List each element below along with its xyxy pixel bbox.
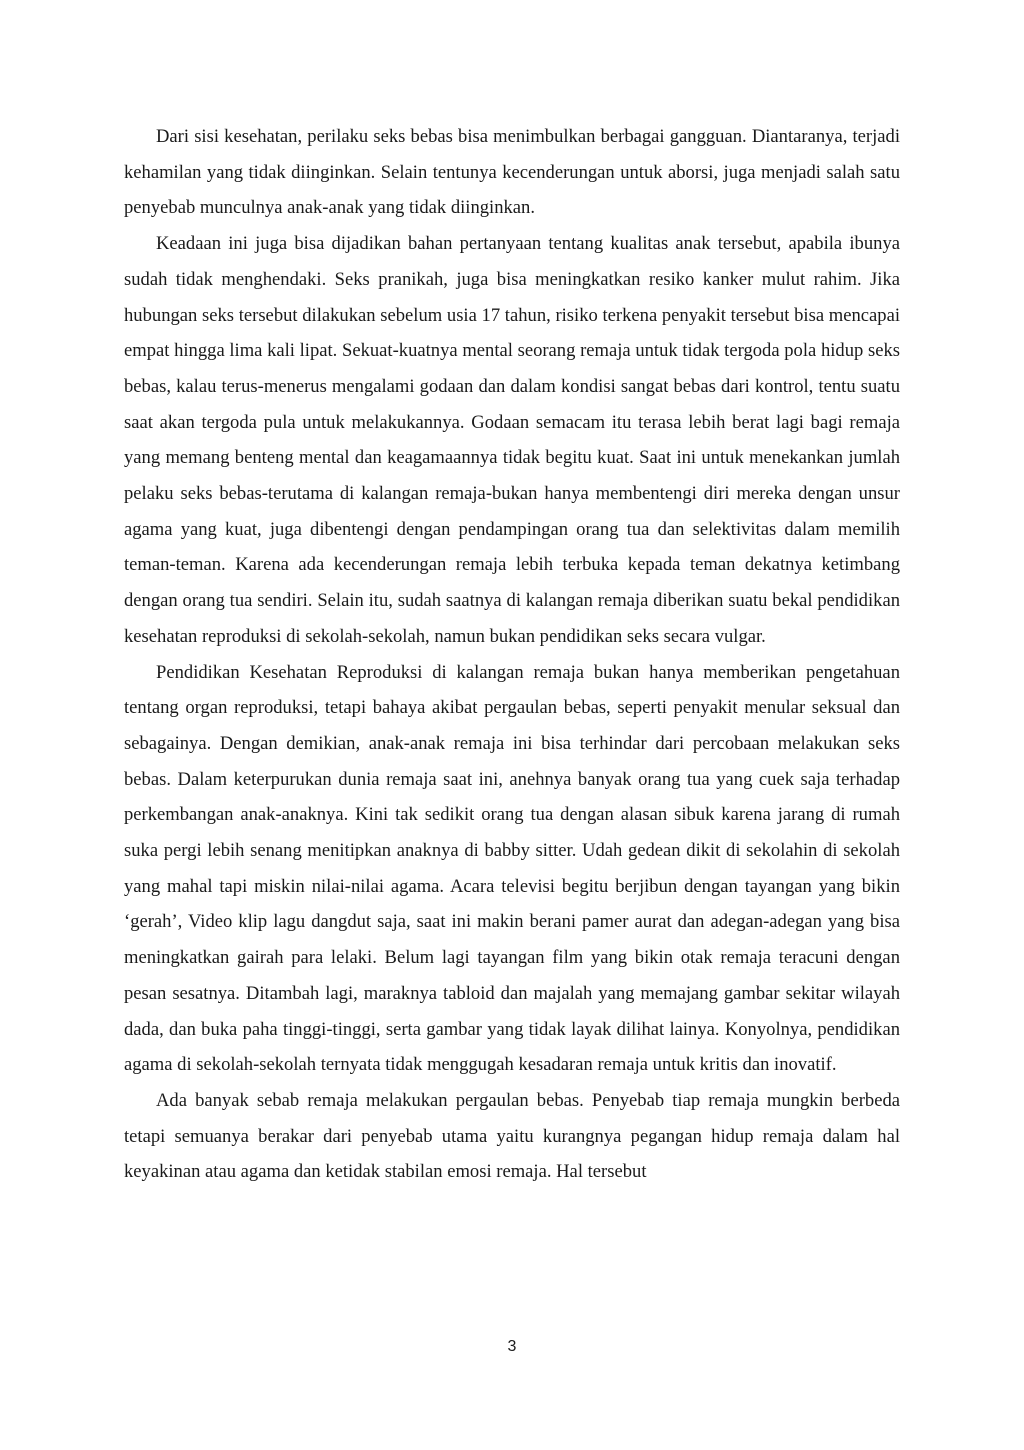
paragraph-4: Ada banyak sebab remaja melakukan pergaulan bebas. Penyebab tiap remaja mungkin berbeda tetapi semuanya berakar dari penyebab utama yaitu kurangnya pegangan hidup remaja dalam hal keyakinan atau agama dan ketidak stabilan emosi remaja. Hal tersebut (124, 1089, 900, 1183)
paragraph-3: Pendidikan Kesehatan Reproduksi di kalangan remaja bukan hanya memberikan pengetahuan tentang organ reproduksi, tetapi bahaya akibat pergaulan bebas, seperti penyakit menular seksual dan sebagainya. Dengan demikian, anak-anak remaja ini bisa terhindar dari percobaan melakukan seks bebas. Dalam keterpurukan dunia remaja saat ini, anehnya banyak orang tua yang cuek saja terhadap perkembangan anak-anaknya. Kini tak sedikit orang tua dengan alasan sibuk karena jarang di rumah suka pergi lebih senang menitipkan anaknya di babby sitter. Udah gedean dikit di sekolahin di sekolah yang mahal tapi miskin nilai-nilai agama. Acara televisi begitu berjibun dengan tayangan yang bikin ‘gerah’, Video klip lagu dangdut saja, saat ini makin berani pamer aurat dan adegan-adegan yang bisa meningkatkan gairah para lelaki. Belum lagi tayangan film yang bikin otak remaja teracuni dengan pesan sesatnya. Ditambah lagi, maraknya tabloid dan majalah yang memajang gambar sekitar wilayah dada, dan buka paha tinggi-tinggi, serta gambar yang tidak layak dilihat lainya. Konyolnya, pendidikan agama di sekolah-sekolah ternyata tidak menggugah kesadaran remaja untuk kritis dan inovatif. (124, 661, 900, 1076)
body-text (124, 119, 900, 1190)
page-number: 3 (507, 1338, 517, 1355)
paragraph-1: Dari sisi kesehatan, perilaku seks bebas bisa menimbulkan berbagai gangguan. Diantaranya, terjadi kehamilan yang tidak diinginkan. Selain tentunya kecenderungan untuk aborsi, juga menjadi salah satu penyebab munculnya anak-anak yang tidak diinginkan. (124, 126, 900, 219)
paragraph-2: Keadaan ini juga bisa dijadikan bahan pertanyaan tentang kualitas anak tersebut, apabila ibunya sudah tidak menghendaki. Seks pranikah, juga bisa meningkatkan resiko kanker mulut rahim. Jika hubungan seks tersebut dilakukan sebelum usia 17 tahun, risiko terkena penyakit tersebut bisa mencapai empat hingga lima kali lipat. Sekuat-kuatnya mental seorang remaja untuk tidak tergoda pola hidup seks bebas, kalau terus-menerus mengalami godaan dan dalam kondisi sangat bebas dari kontrol, tentu suatu saat akan tergoda pula untuk melakukannya. Godaan semacam itu terasa lebih berat lagi bagi remaja yang memang benteng mental dan keagamaannya tidak begitu kuat. Saat ini untuk menekankan jumlah pelaku seks bebas-terutama di kalangan remaja-bukan hanya membentengi diri mereka dengan unsur agama yang kuat, juga dibentengi dengan pendampingan orang tua dan selektivitas dalam memilih teman-teman. Karena ada kecenderungan remaja lebih terbuka kepada teman dekatnya ketimbang dengan orang tua sendiri. Selain itu, sudah saatnya di kalangan remaja diberikan suatu bekal pendidikan kesehatan reproduksi di sekolah-sekolah, namun bukan pendidikan seks secara vulgar. (124, 233, 900, 647)
